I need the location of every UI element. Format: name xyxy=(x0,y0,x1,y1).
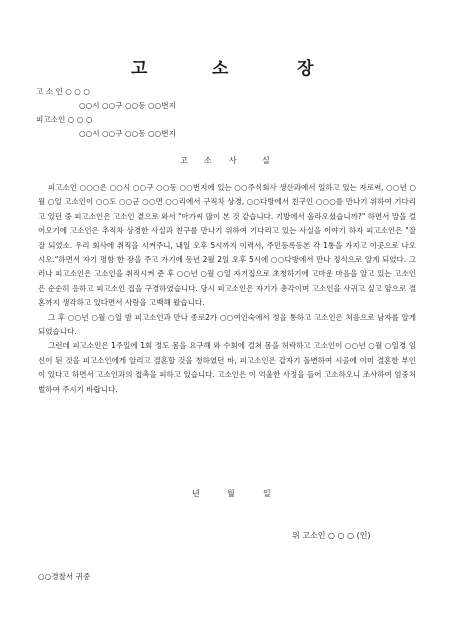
defendant-block xyxy=(36,114,176,138)
title-char-2: 소 xyxy=(212,59,231,79)
complainant-address: ○○시 ○○구 ○○동 ○○번지 xyxy=(79,101,176,110)
date-month: 월 xyxy=(227,489,235,498)
defendant-label: 피고소인 ○ ○ ○ xyxy=(36,115,93,124)
heading-char-3: 사 xyxy=(229,156,237,165)
heading-char-2: 소 xyxy=(204,156,212,165)
heading-char-4: 실 xyxy=(262,156,270,165)
paragraph: 그런데 피고소인은 1주일에 1회 정도 몸을 요구해 와 수회에 걸쳐 몸을 허락하고 고소인이 ○○년 ○월 ○일경 임신이 된 것을 피고소인에게 알리고 결혼할 것을 청하였던 바, 피고소인은 갑자기 돌변하여 시골에 이미 결혼한 부인이 있다고 하면서 고소인과의 접촉을 피하고 있습니다. 고소인은 이 억울한 사정을 들어 고소하오니 조사하여 엄중처벌하여 주시기 바랍니다. xyxy=(38,341,416,394)
date-year: 년 xyxy=(192,489,200,498)
recipient: ○○경찰서 귀중 xyxy=(38,572,91,581)
defendant-address: ○○시 ○○구 ○○동 ○○번지 xyxy=(79,129,176,138)
heading-char-1: 고 xyxy=(180,156,188,165)
paragraph: 피고소인 ○○○은 ○○시 ○○구 ○○동 ○○번지에 있는 ○○주식회사 생산과에서 일하고 있는 자로써, ○○년 ○월 ○일 고소인이 ○○도 ○○군 ○○면 ○○리에서 구직차 상경, ○○다방에서 친구인 ○○○를 만나기 위하여 기다리고 있던 중 피고소인은 고소인 곁으로 와서 "아가씨 많이 본 것 같습니다. 기방에서 올라오셨습니까?" 하면서 말을 걸어오기에 고소인은 추직차 상경한 사실과 친구를 만나기 위하여 기다리고 있는 사실을 이야기 하자 피고소인은 "잘 잘 되었소. 우리 회사에 취직을 시켜주니, 내일 오후 5시까지 이력서, 주민등록등본 각 1통을 가지고 이곳으로 나오시오."하면서 자기 명함 한 장을 주고 가기에 동년 2월 2일 오후 5시에 ○○다방에서 만나 정식으로 알게 되었다. 그러나 피고소인은 고소인을 취직시켜 준 후 ○○년 ○월 ○일 자기집으로 초청하기에 고마운 마음을 알고 있는 고소인은 순순히 응하고 피고소인 집을 구경하였습니다. 당시 피고소인은 자기가 총각이며 고소인을 사귀고 싶고 앞으로 결혼까지 생각하고 있다면서 사랑을 고백해 왔습니다. xyxy=(38,183,416,308)
title-char-3: 장 xyxy=(297,59,316,79)
signer-line: 위 고소인 ○ ○ ○ (인) xyxy=(292,531,371,540)
date-day: 일 xyxy=(263,489,271,498)
title-char-1: 고 xyxy=(131,59,150,79)
complaint-body xyxy=(38,181,416,397)
complainant-block xyxy=(36,86,176,110)
paragraph: 그 후 ○○년 ○월 ○일 밤 피고소인과 만나 종로2가 ○○여인숙에서 정을 통하고 고소인은 처음으로 남자를 알게 되었습니다. xyxy=(38,312,416,337)
complainant-label: 고 소 인 ○ ○ ○ xyxy=(36,87,90,96)
